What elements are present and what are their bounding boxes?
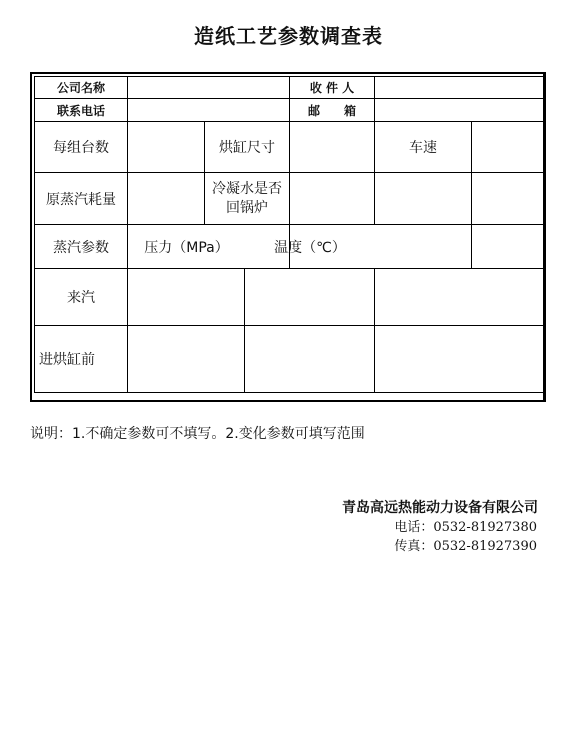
form-row-units (35, 122, 545, 173)
email-field[interactable] (375, 99, 545, 122)
recipient-label: 收 件 人 (290, 77, 375, 99)
incoming-extra-field[interactable] (375, 269, 545, 326)
before-dryer-pressure-field[interactable] (128, 326, 245, 393)
units-per-group-label: 每组台数 (35, 122, 128, 173)
before-dryer-label: 进烘缸前 (35, 326, 128, 393)
incoming-steam-label: 来汽 (35, 269, 128, 326)
incoming-pressure-field[interactable] (128, 269, 245, 326)
condensate-label (205, 173, 290, 225)
form-row-before-dryer (35, 326, 545, 393)
dryer-size-field[interactable] (290, 122, 375, 173)
document-title: 造纸工艺参数调查表 (194, 24, 383, 48)
fax-footer-label: 传真： (394, 539, 434, 554)
steam-params-extra (472, 225, 545, 269)
pressure-label: 压力（MPa） (144, 239, 229, 256)
contact-phone (394, 516, 537, 535)
form-row-incoming-steam (35, 269, 545, 326)
survey-form-table (34, 76, 545, 393)
condensate-field[interactable] (290, 173, 375, 225)
extra-field-b[interactable] (472, 173, 545, 225)
form-row-company (35, 77, 545, 99)
company-name: 青岛高远热能动力设备有限公司 (342, 500, 538, 516)
speed-field[interactable] (472, 122, 545, 173)
recipient-field[interactable] (375, 77, 545, 99)
form-row-phone (35, 99, 545, 122)
temperature-header (274, 225, 472, 269)
phone-label: 联系电话 (35, 99, 128, 122)
phone-footer-label: 电话： (394, 520, 434, 535)
form-row-steam-params (35, 225, 545, 269)
steam-consumption-label: 原蒸汽耗量 (35, 173, 128, 225)
speed-label: 车速 (375, 122, 472, 173)
before-dryer-temperature-field[interactable] (245, 326, 375, 393)
form-row-steam-consumption (35, 173, 545, 225)
email-label: 邮 箱 (290, 99, 375, 122)
dryer-size-label: 烘缸尺寸 (205, 122, 290, 173)
phone-number: 0532-81927380 (433, 520, 537, 535)
before-dryer-extra-field[interactable] (375, 326, 545, 393)
incoming-temperature-field[interactable] (245, 269, 375, 326)
form-note: 说明：1.不确定参数可不填写。2.变化参数可填写范围 (30, 426, 365, 442)
company-name-label: 公司名称 (35, 77, 128, 99)
steam-params-label: 蒸汽参数 (35, 225, 128, 269)
contact-fax (394, 535, 537, 554)
steam-consumption-field[interactable] (128, 173, 205, 225)
condensate-label-line2: 回锅炉 (226, 199, 268, 216)
temperature-label: 温度（℃） (274, 239, 346, 256)
extra-field-a[interactable] (375, 173, 472, 225)
condensate-label-line1: 冷凝水是否 (212, 180, 282, 197)
units-per-group-field[interactable] (128, 122, 205, 173)
fax-number: 0532-81927390 (433, 539, 537, 554)
phone-field[interactable] (128, 99, 290, 122)
company-name-field[interactable] (128, 77, 290, 99)
